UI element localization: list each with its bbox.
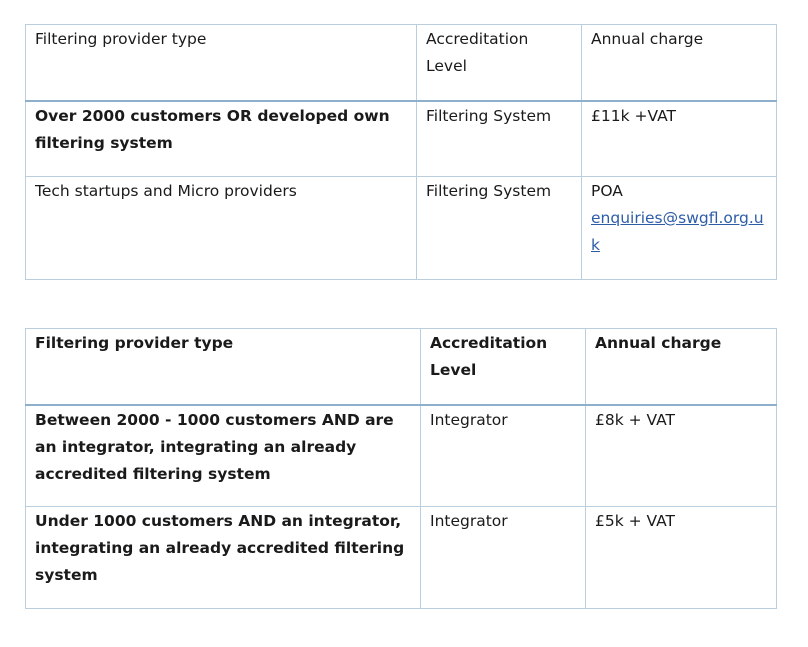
accreditation-level-cell: Integrator xyxy=(421,405,586,507)
header-annual-charge: Annual charge xyxy=(586,329,777,405)
table-header-row xyxy=(26,329,777,405)
contact-email-link[interactable]: enquiries@swgfl.org.uk xyxy=(591,209,764,254)
header-provider-type: Filtering provider type xyxy=(26,329,421,405)
header-provider-type: Filtering provider type xyxy=(26,25,417,101)
accreditation-level-cell: Filtering System xyxy=(417,101,582,177)
table-row xyxy=(26,405,777,507)
provider-type-cell: Between 2000 - 1000 customers AND are an integrator, integrating an already accredited filtering system xyxy=(26,405,421,507)
accreditation-level-cell: Integrator xyxy=(421,507,586,609)
header-accreditation-level: Accreditation Level xyxy=(421,329,586,405)
annual-charge-cell: £11k +VAT xyxy=(582,101,777,177)
provider-type-cell: Over 2000 customers OR developed own filtering system xyxy=(26,101,417,177)
table-row xyxy=(26,101,777,177)
annual-charge-cell: £5k + VAT xyxy=(586,507,777,609)
header-accreditation-level: Accreditation Level xyxy=(417,25,582,101)
provider-type-cell: Tech startups and Micro providers xyxy=(26,177,417,280)
provider-type-cell: Under 1000 customers AND an integrator, integrating an already accredited filtering system xyxy=(26,507,421,609)
annual-charge-cell xyxy=(582,177,777,280)
table-header-row xyxy=(26,25,777,101)
annual-charge-value: POA xyxy=(591,182,623,200)
pricing-table-1 xyxy=(25,24,777,280)
pricing-table-2 xyxy=(25,328,777,609)
table-row xyxy=(26,177,777,280)
annual-charge-cell: £8k + VAT xyxy=(586,405,777,507)
header-annual-charge: Annual charge xyxy=(582,25,777,101)
accreditation-level-cell: Filtering System xyxy=(417,177,582,280)
table-row xyxy=(26,507,777,609)
